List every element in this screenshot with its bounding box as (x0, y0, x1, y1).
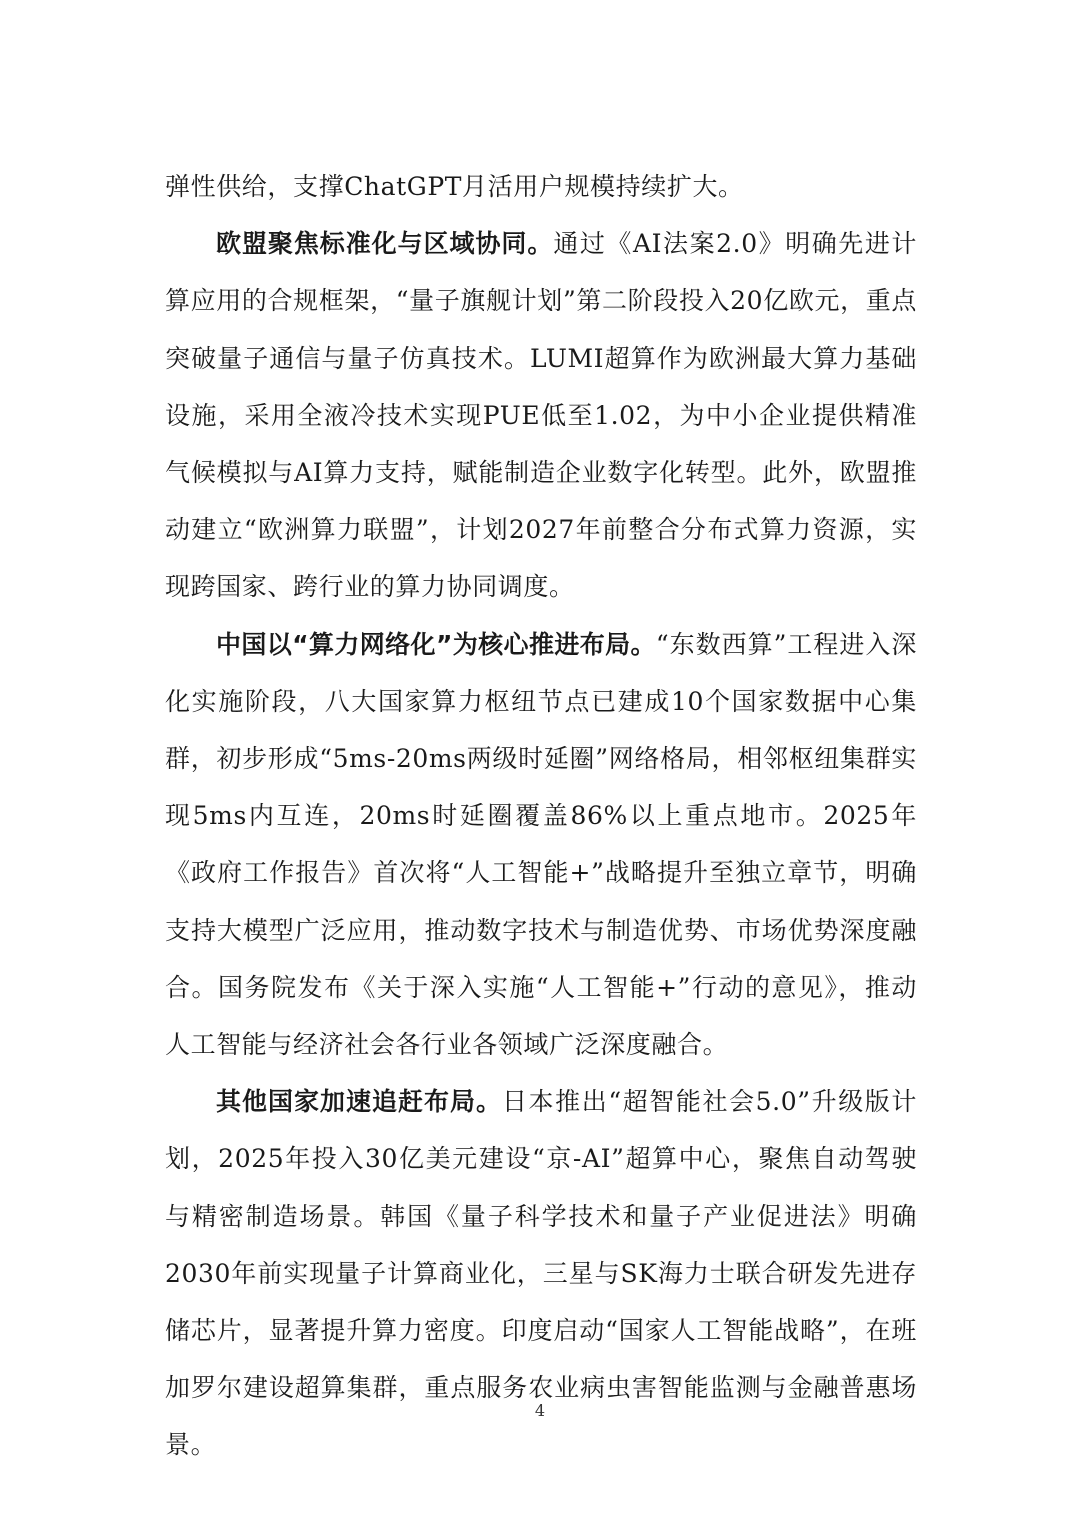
paragraph-china (165, 616, 917, 1074)
document-body (165, 158, 917, 1474)
page-number: 4 (534, 1401, 546, 1420)
paragraph-lead-sentence: 中国以“算力网络化”为核心推进布局。 (216, 629, 656, 659)
paragraph-continuation (165, 158, 917, 215)
paragraph-lead-sentence: 其他国家加速追赶布局。 (216, 1087, 502, 1117)
paragraph-text: “东数西算”工程进入深化实施阶段，八大国家算力枢纽节点已建成10个国家数据中心集群，初步形成“5ms-20ms两级时延圈”网络格局，相邻枢纽集群实现5ms内互连，20ms时延圈覆盖86%以上重点地市。2025年《政府工作报告》首次将“人工智能+”战略提升至独立章节，明确支持大模型广泛应用，推动数字技术与制造优势、市场优势深度融合。国务院发布《关于深入实施“人工智能+”行动的意见》，推动人工智能与经济社会各行业各领域广泛深度融合。 (165, 629, 917, 1060)
paragraph-text: 通过《AI法案2.0》明确先进计算应用的合规框架，“量子旗舰计划”第二阶段投入20亿欧元，重点突破量子通信与量子仿真技术。LUMI超算作为欧洲最大算力基础设施，采用全液冷技术实现PUE低至1.02，为中小企业提供精准气候模拟与AI算力支持，赋能制造企业数字化转型。此外，欧盟推动建立“欧洲算力联盟”，计划2027年前整合分布式算力资源，实现跨国家、跨行业的算力协同调度。 (165, 229, 917, 602)
paragraph-lead-sentence: 欧盟聚焦标准化与区域协同。 (216, 229, 554, 259)
paragraph-text: 弹性供给，支撑ChatGPT月活用户规模持续扩大。 (165, 172, 744, 201)
paragraph-text: 日本推出“超智能社会5.0”升级版计划，2025年投入30亿美元建设“京-AI”超算中心，聚焦自动驾驶与精密制造场景。韩国《量子科学技术和量子产业促进法》明确2030年前实现量子计算商业化，三星与SK海力士联合研发先进存储芯片，显著提升算力密度。印度启动“国家人工智能战略”，在班加罗尔建设超算集群，重点服务农业病虫害智能监测与金融普惠场景。 (165, 1087, 917, 1460)
paragraph-eu (165, 215, 917, 615)
